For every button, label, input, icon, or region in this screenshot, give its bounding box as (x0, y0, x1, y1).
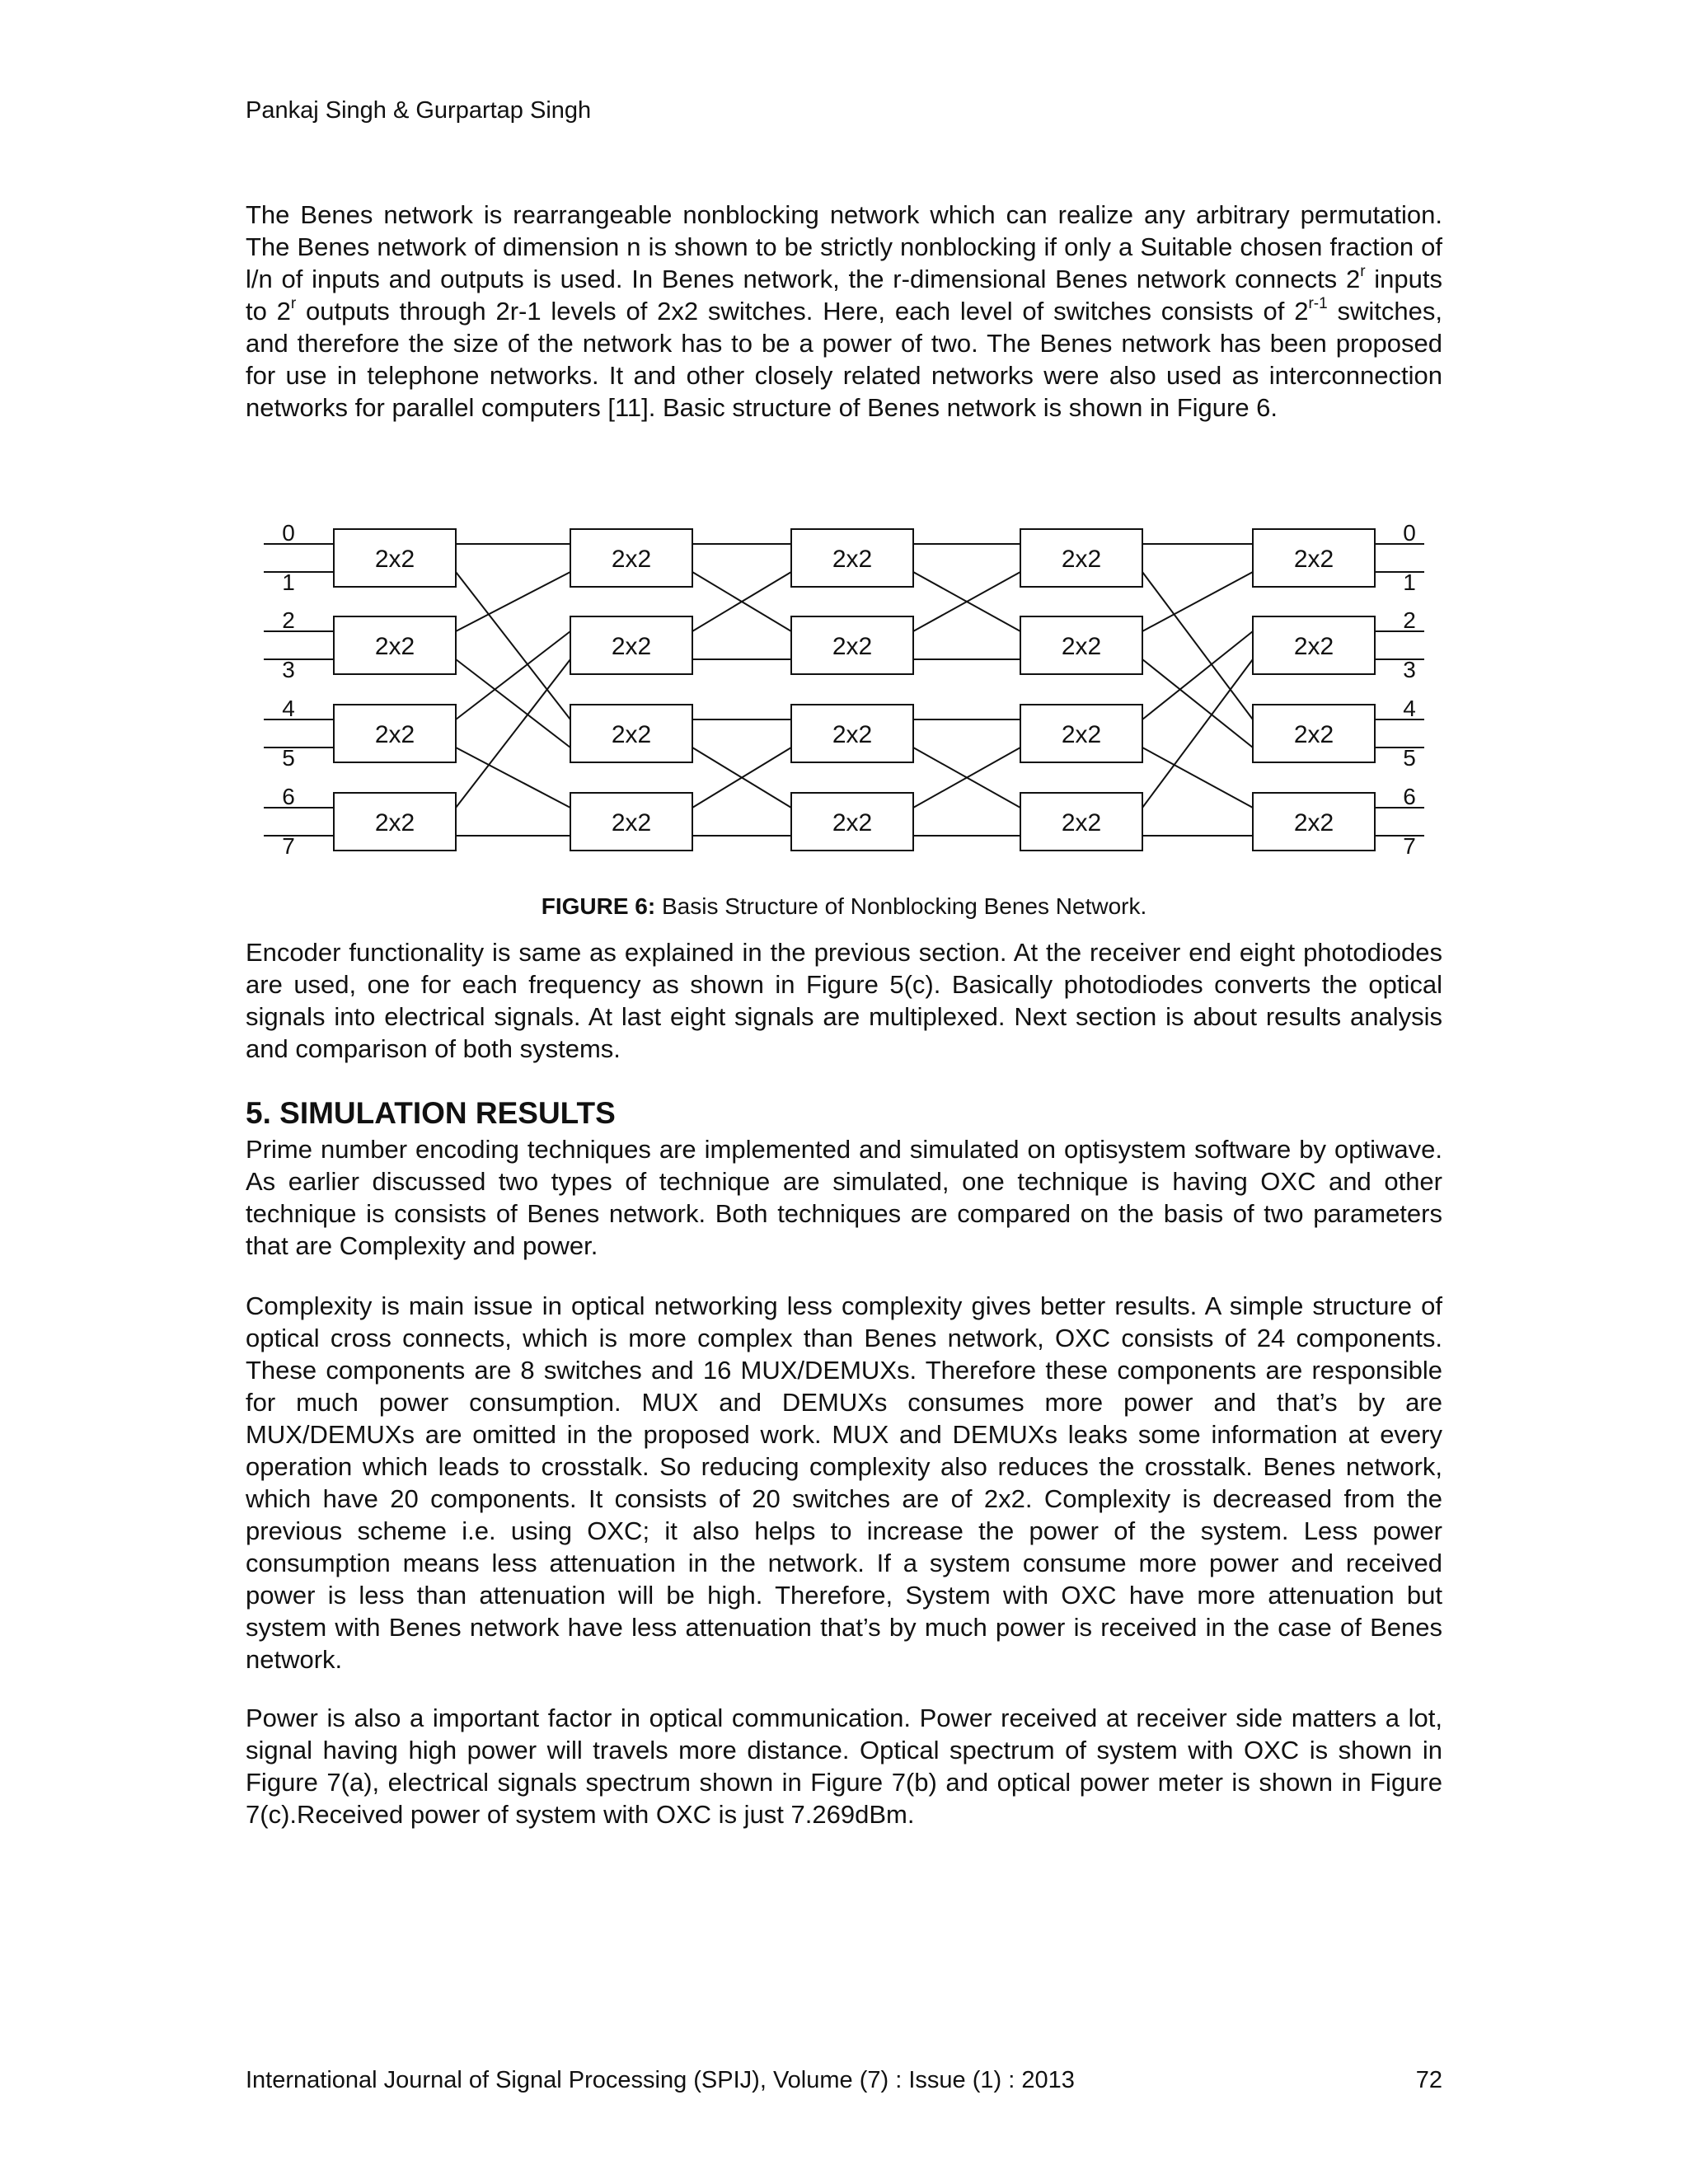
switch-label-3-0: 2x2 (1061, 546, 1102, 573)
superscript-r-2: r (290, 295, 297, 312)
switch-label-3-2: 2x2 (1061, 721, 1102, 748)
switch-label-1-0: 2x2 (611, 546, 652, 573)
input-label-4: 4 (282, 696, 295, 721)
switch-label-1-1: 2x2 (611, 633, 652, 660)
output-label-3: 3 (1403, 657, 1416, 682)
input-label-7: 7 (282, 833, 295, 859)
intro-text-2: inputs to 2 (246, 265, 1442, 326)
interconnect-wires (264, 544, 1424, 836)
caption-text: Basis Structure of Nonblocking Benes Network. (655, 893, 1147, 919)
output-label-0: 0 (1403, 520, 1416, 546)
output-label-7: 7 (1403, 833, 1416, 859)
input-label-0: 0 (282, 520, 295, 546)
output-label-2: 2 (1403, 607, 1416, 633)
switch-label-2-0: 2x2 (832, 546, 873, 573)
wire-stage-1-1 (456, 572, 570, 719)
switch-label-0-0: 2x2 (374, 546, 415, 573)
intro-text-1: The Benes network is rearrangeable nonblocking network which can realize any arbitrary permutation. The Benes network of dimension n is shown to be strictly nonblocking if only a Suitable chosen fraction of l/n of inputs and outputs is used. In Benes network, the r-dimensional Benes network connects 2 (246, 200, 1442, 293)
switch-label-2-3: 2x2 (832, 809, 873, 837)
superscript-r-1: r (1360, 263, 1366, 280)
switch-label-0-3: 2x2 (374, 809, 415, 837)
figure-caption (0, 893, 1688, 920)
switch-label-4-1: 2x2 (1293, 633, 1334, 660)
superscript-r-minus-1: r-1 (1308, 295, 1328, 312)
output-label-1: 1 (1403, 569, 1416, 595)
switch-label-1-2: 2x2 (611, 721, 652, 748)
intro-text-4: switches, and therefore the size of the network has to be a power of two. The Benes network has been proposed for use in telephone networks. It and other closely related networks were also used as interconnection networks for parallel computers [11]. Basic structure of Benes network is shown in Figure 6. (246, 297, 1442, 422)
switch-label-4-3: 2x2 (1293, 809, 1334, 837)
wire-stage-1-5 (456, 748, 570, 808)
switch-label-4-2: 2x2 (1293, 721, 1334, 748)
page-number: 72 (1415, 2067, 1442, 2093)
output-label-6: 6 (1403, 784, 1416, 809)
switch-label-2-2: 2x2 (832, 721, 873, 748)
wire-stage-4-2 (1142, 572, 1253, 631)
intro-text-3: outputs through 2r-1 levels of 2x2 switches. Here, each level of switches consists of 2 (296, 297, 1309, 326)
wire-stage-4-1 (1142, 572, 1253, 719)
wire-stage-4-5 (1142, 748, 1253, 808)
results-paragraph-2: Complexity is main issue in optical networking less complexity gives better results. A simple structure of optical cross connects, which is more complex than Benes network, OXC consists of 24 components. These components are 8 switches and 16 MUX/DEMUXs. Therefore these components are responsible for much power consumption. MUX and DEMUXs consumes more power and that’s by are MUX/DEMUXs are omitted in the proposed work. MUX and DEMUXs leaks some information at every operation which leads to crosstalk. So reducing complexity also reduces the crosstalk. Benes network, which have 20 components. It consists of 20 switches are of 2x2. Complexity is decreased from the previous scheme i.e. using OXC; it also helps to increase the power of the system. Less power consumption means less attenuation in the network. If a system consume more power and received power is less than attenuation will be high. Therefore, System with OXC have more attenuation but system with Benes network have less attenuation that’s by much power is received in the case of Benes network. (246, 1291, 1442, 1674)
switch-label-0-2: 2x2 (374, 721, 415, 748)
input-label-6: 6 (282, 784, 295, 809)
switch-label-3-3: 2x2 (1061, 809, 1102, 837)
output-label-4: 4 (1403, 696, 1416, 721)
input-label-2: 2 (282, 607, 295, 633)
section-heading: 5. SIMULATION RESULTS (246, 1096, 616, 1130)
switch-label-1-3: 2x2 (611, 809, 652, 837)
running-header: Pankaj Singh & Gurpartap Singh (246, 97, 592, 124)
switch-label-3-1: 2x2 (1061, 633, 1102, 660)
switch-label-0-1: 2x2 (374, 633, 415, 660)
switch-boxes (334, 529, 1375, 851)
output-label-5: 5 (1403, 745, 1416, 771)
benes-network-figure (264, 511, 1451, 874)
caption-label: FIGURE 6: (541, 893, 656, 919)
receiver-paragraph: Encoder functionality is same as explained in the previous section. At the receiver end eight photodiodes are used, one for each frequency as shown in Figure 5(c). Basically photodiodes converts the optical signals into electrical signals. At last eight signals are multiplexed. Next section is about results analysis and comparison of both systems. (246, 938, 1442, 1063)
input-label-5: 5 (282, 745, 295, 771)
results-paragraph-1: Prime number encoding techniques are implemented and simulated on optisystem software by optiwave. As earlier discussed two types of technique are simulated, one technique is having OXC and other technique is consists of Benes network. Both techniques are compared on the basis of two parameters that are Complexity and power. (246, 1135, 1442, 1260)
input-label-1: 1 (282, 569, 295, 595)
journal-footer: International Journal of Signal Processing (SPIJ), Volume (7) : Issue (1) : 2013 (246, 2067, 1075, 2093)
switch-label-2-1: 2x2 (832, 633, 873, 660)
input-label-3: 3 (282, 657, 295, 682)
switch-label-4-0: 2x2 (1293, 546, 1334, 573)
wire-stage-1-2 (456, 572, 570, 631)
results-paragraph-3: Power is also a important factor in optical communication. Power received at receiver side matters a lot, signal having high power will travels more distance. Optical spectrum of system with OXC is shown in Figure 7(a), electrical signals spectrum shown in Figure 7(b) and optical power meter is shown in Figure 7(c).Received power of system with OXC is just 7.269dBm. (246, 1704, 1442, 1829)
intro-paragraph (246, 199, 1442, 424)
